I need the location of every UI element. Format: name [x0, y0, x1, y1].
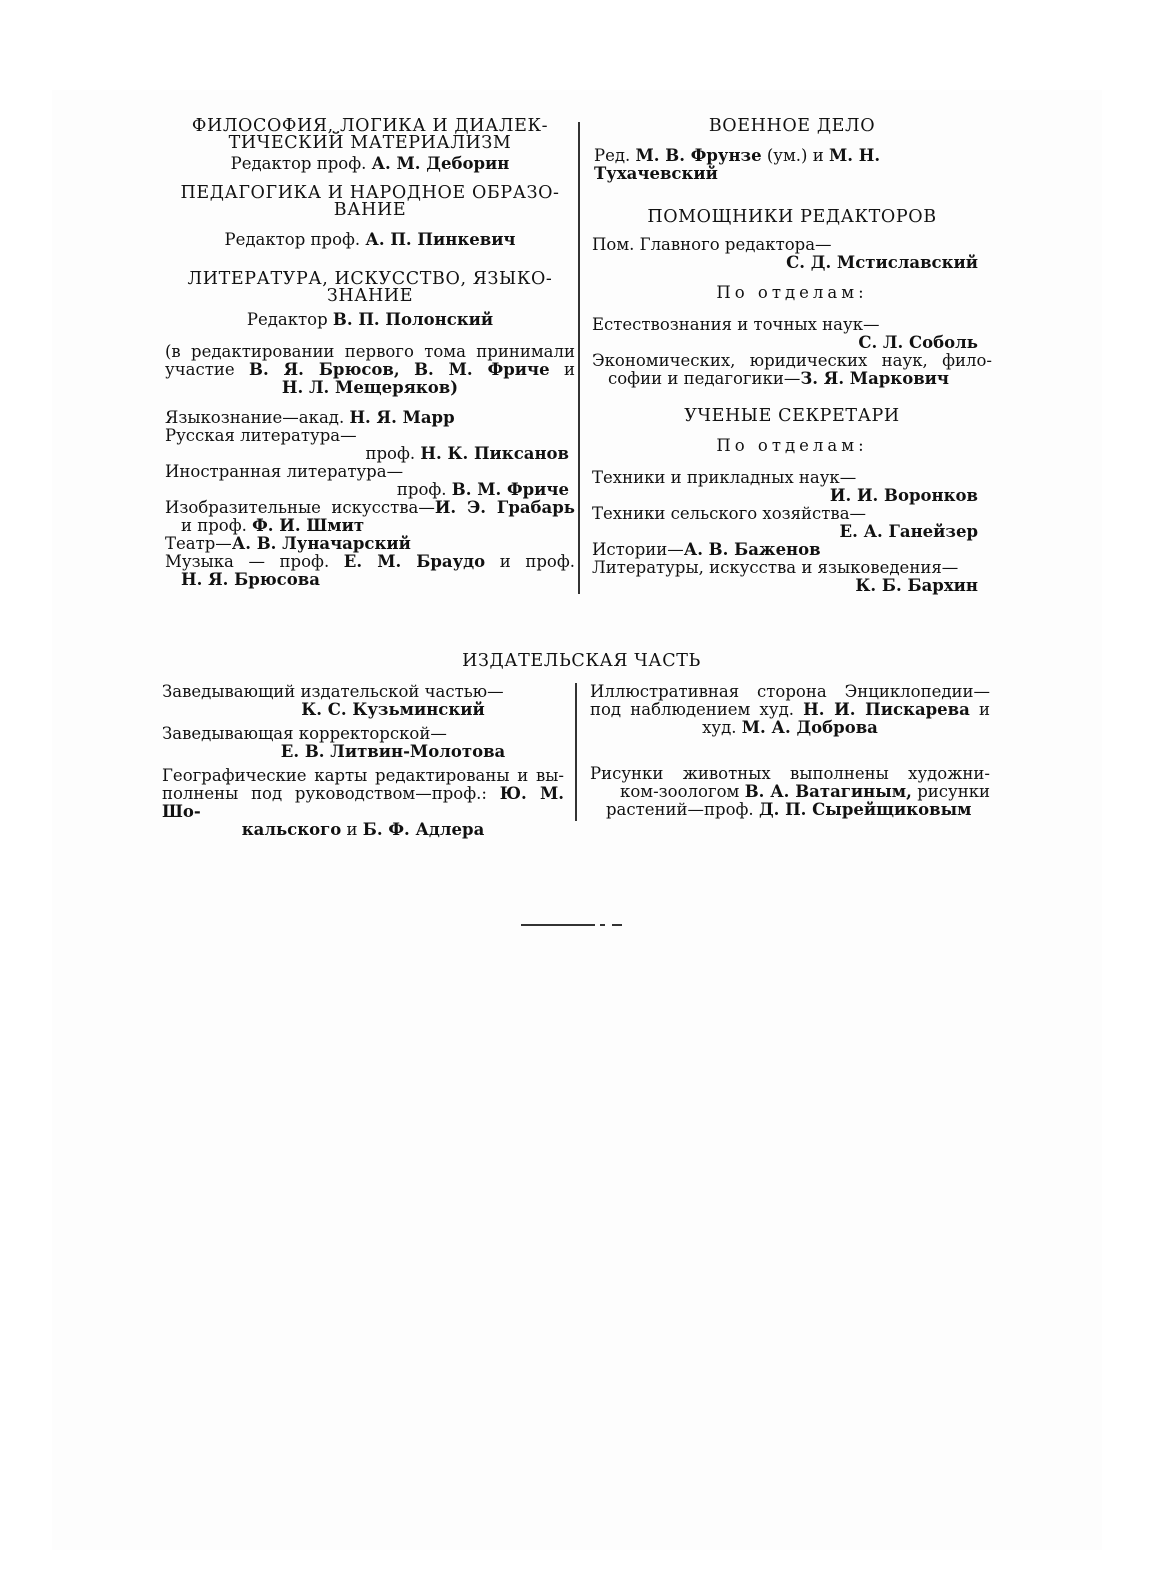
- list-item: С. Д. Мстиславский: [786, 253, 978, 272]
- list-item: С. Л. Соболь: [858, 333, 978, 352]
- list-item: Географические карты редактированы и вы-: [162, 766, 564, 785]
- list-item: кальского и Б. Ф. Адлера: [241, 820, 485, 839]
- column-divider: [578, 122, 580, 594]
- publishing-right-column: [590, 683, 990, 819]
- editors-list: [165, 409, 575, 589]
- list-item: Естествознания и точных наук—: [592, 315, 880, 334]
- publishing-left-column: [162, 683, 564, 839]
- list-item: Изобразительные искусства—И. Э. Грабарь: [165, 498, 575, 517]
- participants-note: [165, 343, 575, 397]
- list-item: полнены под руководством—проф.: Ю. М. Шо-: [162, 784, 564, 821]
- section-title-secretaries: УЧЕНЫЕ СЕКРЕТАРИ: [684, 406, 900, 426]
- list-item: Русская литература—: [165, 426, 357, 445]
- list-item: Рисунки животных выполнены художни-: [590, 764, 990, 783]
- end-rule: [521, 924, 595, 926]
- editor-philosophy: Редактор проф. А. М. Деборин: [230, 154, 510, 173]
- list-item: и проф. Ф. И. Шмит: [181, 516, 365, 535]
- list-item: Театр—А. В. Луначарский: [165, 534, 411, 553]
- end-rule-dot: [612, 924, 622, 926]
- section-title-publishing: ИЗДАТЕЛЬСКАЯ ЧАСТЬ: [462, 651, 701, 671]
- section-title-military: ВОЕННОЕ ДЕЛО: [708, 116, 876, 136]
- list-item: Экономических, юридических наук, фило-: [592, 351, 992, 370]
- section-title-assistants: ПОМОЩНИКИ РЕДАКТОРОВ: [647, 207, 937, 227]
- list-item: Н. Я. Брюсова: [181, 570, 320, 589]
- list-item: Иллюстративная сторона Энциклопедии—: [590, 682, 990, 701]
- list-item: Пом. Главного редактора—: [592, 235, 832, 254]
- list-item: Заведывающий издательской частью—: [162, 682, 504, 701]
- list-item: И. И. Воронков: [829, 486, 978, 505]
- list-item: Музыка — проф. Е. М. Браудо и проф.: [165, 552, 576, 571]
- list-item: Языкознание—акад. Н. Я. Марр: [165, 408, 455, 427]
- right-column: [592, 118, 992, 595]
- left-column: [165, 118, 575, 589]
- list-item: Техники и прикладных наук—: [592, 468, 857, 487]
- editor-military: Ред. М. В. Фрунзе (ум.) и М. Н. Тухачевский: [594, 146, 881, 183]
- note-line: Н. Л. Мещеряков): [281, 378, 459, 397]
- section-title-literature: ЛИТЕРАТУРА, ИСКУССТВО, ЯЗЫКО- ЗНАНИЕ: [187, 269, 553, 306]
- editor-literature: Редактор В. П. Полонский: [246, 310, 494, 329]
- end-rule-dot: [600, 924, 605, 926]
- list-item: проф. В. М. Фриче: [396, 480, 569, 499]
- note-line: (в редактировании первого тома принимали: [165, 342, 575, 361]
- note-line: участие В. Я. Брюсов, В. М. Фриче и: [165, 360, 576, 379]
- list-item: Е. А. Ганейзер: [839, 522, 978, 541]
- section-title-philosophy: ФИЛОСОФИЯ, ЛОГИКА И ДИАЛЕК- ТИЧЕСКИЙ МАТЕРИАЛИЗМ: [191, 116, 549, 153]
- list-item: Истории—А. В. Баженов: [592, 540, 821, 559]
- subheading-by-department: По отделам:: [716, 283, 868, 302]
- list-item: Заведывающая корректорской—: [162, 724, 447, 743]
- list-item: Литературы, искусства и языковедения—: [592, 558, 959, 577]
- list-item: Техники сельского хозяйства—: [592, 504, 867, 523]
- list-item: софии и педагогики—З. Я. Маркович: [608, 369, 949, 388]
- list-item: Е. В. Литвин-Молотова: [280, 742, 506, 761]
- list-item: Иностранная литература—: [165, 462, 404, 481]
- editor-pedagogy: Редактор проф. А. П. Пинкевич: [224, 230, 516, 249]
- section-title-pedagogy: ПЕДАГОГИКА И НАРОДНОЕ ОБРАЗО- ВАНИЕ: [180, 183, 560, 220]
- list-item: под наблюдением худ. Н. И. Пискарева и: [590, 700, 990, 719]
- list-item: растений—проф. Д. П. Сырейщиковым: [606, 800, 972, 819]
- list-item: проф. Н. К. Пиксанов: [365, 444, 569, 463]
- list-item: К. С. Кузьминский: [301, 700, 485, 719]
- column-divider: [575, 683, 577, 821]
- list-item: худ. М. А. Доброва: [702, 718, 878, 737]
- list-item: ком-зоологом В. А. Ватагиным, рисунки: [620, 782, 991, 801]
- list-item: К. Б. Бархин: [855, 576, 978, 595]
- subheading-by-department: По отделам:: [716, 436, 868, 455]
